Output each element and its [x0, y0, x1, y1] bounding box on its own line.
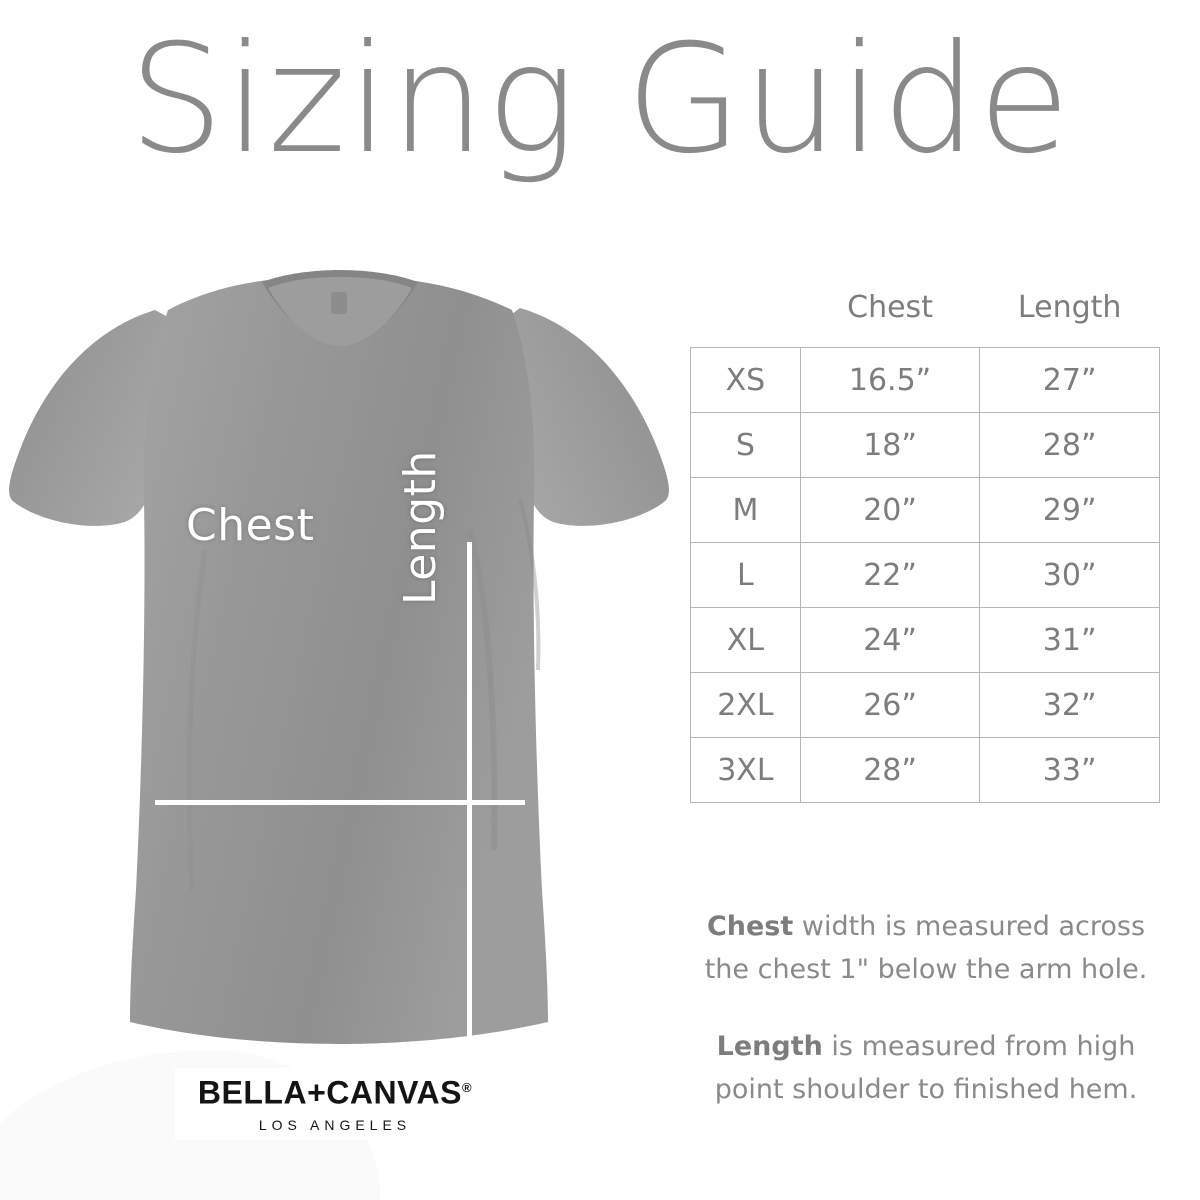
cell-size: XS: [691, 348, 801, 413]
cell-chest: 24”: [800, 608, 980, 673]
cell-length: 30”: [980, 543, 1160, 608]
chest-note: [686, 905, 1166, 991]
table-row: [691, 543, 1160, 608]
cell-length: 33”: [980, 738, 1160, 803]
chest-measure-label: Chest: [186, 500, 315, 551]
length-measure-label: Length: [395, 450, 446, 605]
column-header-length: Length: [1017, 290, 1122, 325]
length-note: [686, 1025, 1166, 1111]
cell-length: 31”: [980, 608, 1160, 673]
table-row: [691, 673, 1160, 738]
table-row: [691, 608, 1160, 673]
table-row: [691, 738, 1160, 803]
size-table: [690, 290, 1160, 803]
chest-note-text: width is measured across the chest 1" below the arm hole.: [704, 911, 1148, 985]
shirt-illustration: [0, 250, 700, 1080]
measurement-notes: [686, 905, 1166, 1145]
column-header-size: [691, 290, 801, 348]
cell-size: XL: [691, 608, 801, 673]
cell-size: 2XL: [691, 673, 801, 738]
cell-length: 27”: [980, 348, 1160, 413]
page-title: Sizing Guide: [128, 13, 1072, 187]
brand-name-text: BELLA+CANVAS: [197, 1074, 462, 1111]
cell-size: L: [691, 543, 801, 608]
cell-size: 3XL: [691, 738, 801, 803]
cell-chest: 26”: [800, 673, 980, 738]
cell-chest: 28”: [800, 738, 980, 803]
brand-logo: [175, 1068, 495, 1140]
cell-chest: 20”: [800, 478, 980, 543]
cell-chest: 18”: [800, 413, 980, 478]
cell-length: 28”: [980, 413, 1160, 478]
registered-mark: ®: [462, 1080, 473, 1095]
cell-chest: 22”: [800, 543, 980, 608]
table-row: [691, 413, 1160, 478]
cell-size: M: [691, 478, 801, 543]
brand-subtitle: LOS ANGELES: [258, 1116, 412, 1133]
tshirt-icon: [0, 250, 700, 1080]
table-row: [691, 348, 1160, 413]
size-table-wrapper: [690, 290, 1160, 803]
chest-note-bold: Chest: [706, 911, 794, 942]
cell-chest: 16.5”: [800, 348, 980, 413]
length-note-text: is measured from high point shoulder to finished hem.: [714, 1031, 1138, 1105]
table-row: [691, 478, 1160, 543]
table-header-row: [691, 290, 1160, 348]
cell-length: 29”: [980, 478, 1160, 543]
column-header-chest: Chest: [847, 290, 933, 325]
cell-length: 32”: [980, 673, 1160, 738]
length-note-bold: Length: [716, 1031, 823, 1062]
brand-name: [175, 1068, 495, 1113]
cell-size: S: [691, 413, 801, 478]
